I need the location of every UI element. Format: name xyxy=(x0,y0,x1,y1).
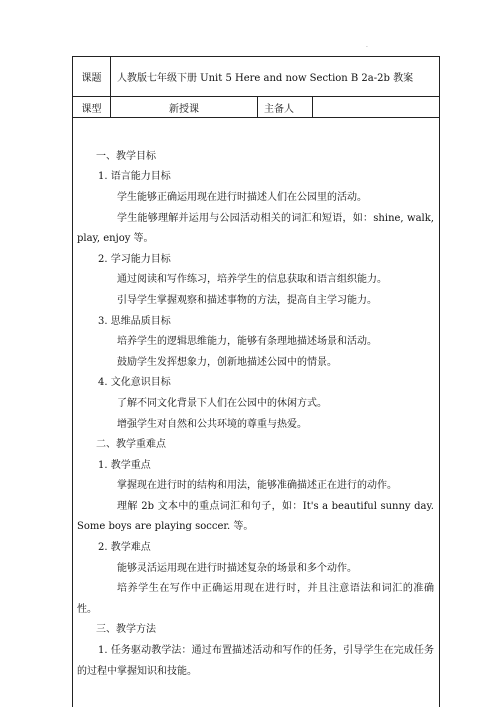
subsection-heading: 4. 文化意识目标 xyxy=(98,377,171,389)
body-paragraph: 了解不同文化背景下人们在公园中的休闲方式。 xyxy=(117,397,327,409)
subsection-heading: 3. 思维品质目标 xyxy=(98,315,171,327)
body-paragraph: 通过阅读和写作练习，培养学生的信息获取和语言组织能力。 xyxy=(117,274,387,286)
body-paragraph: 培养学生在写作中正确运用现在进行时，并且注意语法和词汇的准确性。 xyxy=(77,583,434,615)
content-cell xyxy=(73,118,440,707)
topic-title: 人教版七年级下册 Unit 5 Here and now Section B 2a-2b 教案 xyxy=(111,57,440,97)
section-heading: 三、教学方法 xyxy=(96,624,156,636)
type-label: 课型 xyxy=(73,97,111,118)
lesson-plan-table xyxy=(72,56,440,707)
header-mark: · xyxy=(366,44,368,51)
type-row xyxy=(73,97,440,118)
content-row xyxy=(73,118,440,707)
body-paragraph: 鼓励学生发挥想象力，创新地描述公园中的情景。 xyxy=(117,356,337,368)
subsection-heading: 2. 教学难点 xyxy=(98,542,151,554)
subsection-heading: 2. 学习能力目标 xyxy=(98,253,171,265)
section-heading: 一、教学目标 xyxy=(96,150,156,162)
body-paragraph: 掌握现在进行时的结构和用法，能够准确描述正在进行的动作。 xyxy=(117,480,397,492)
body-paragraph: 培养学生的逻辑思维能力，能够有条理地描述场景和活动。 xyxy=(117,336,377,348)
subsection-heading: 1. 教学重点 xyxy=(98,459,151,471)
lesson-type: 新授课 xyxy=(111,97,258,118)
body-paragraph: 能够灵活运用现在进行时描述复杂的场景和多个动作。 xyxy=(117,562,357,574)
section-heading: 二、教学重难点 xyxy=(96,439,166,451)
body-paragraph: 增强学生对自然和公共环境的尊重与热爱。 xyxy=(117,418,307,430)
topic-row xyxy=(73,57,440,97)
body-paragraph: 学生能够正确运用现在进行时描述人们在公园里的活动。 xyxy=(117,191,367,203)
body-paragraph: 引导学生掌握观察和描述事物的方法，提高自主学习能力。 xyxy=(117,294,377,306)
topic-label: 课题 xyxy=(73,57,111,97)
preparer-label: 主备人 xyxy=(258,97,313,118)
body-paragraph: 学生能够理解并运用与公园活动相关的词汇和短语，如：shine, walk, play, enjoy 等。 xyxy=(77,212,434,245)
preparer-value xyxy=(313,97,440,118)
subsection-heading: 1. 任务驱动教学法：通过布置描述活动和写作的任务，引导学生在完成任务的过程中掌握知识和技能。 xyxy=(77,645,434,677)
subsection-heading: 1. 语言能力目标 xyxy=(98,171,171,183)
body-paragraph: 理解 2b 文本中的重点词汇和句子，如：It's a beautiful sunny day. Some boys are playing soccer. 等。 xyxy=(77,500,434,533)
